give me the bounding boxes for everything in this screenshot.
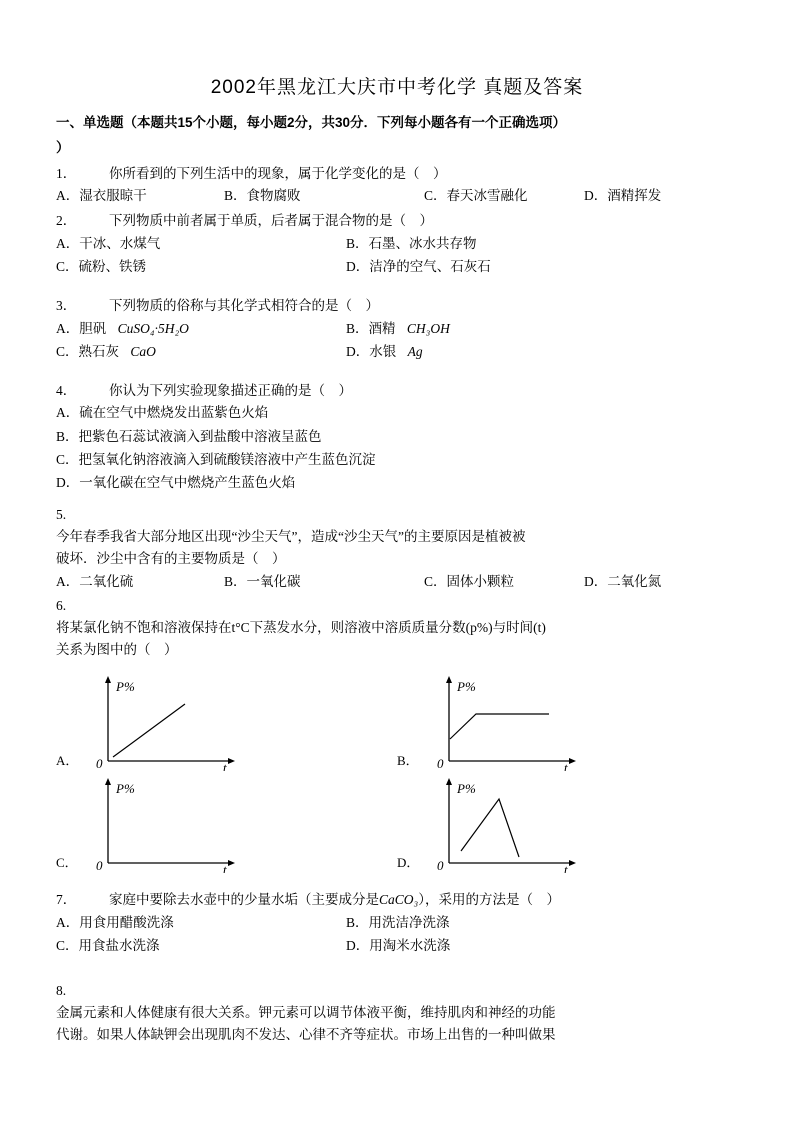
question-5-option-c: C．固体小颗粒 [424, 573, 515, 589]
question-6-number: 6. [56, 598, 67, 614]
question-4-stem [56, 380, 738, 402]
graph-c-origin: 0 [96, 858, 103, 873]
graph-option-a-label: A． [56, 753, 79, 768]
graph-a-xlabel: t [223, 760, 227, 771]
question-3-number: 3． [56, 297, 77, 313]
question-3-options-row-1 [56, 317, 738, 341]
graph-b-origin: 0 [437, 756, 444, 771]
question-3-option-d-formula: Ag [407, 344, 423, 360]
graph-d-ylabel: P% [457, 781, 476, 796]
question-1 [56, 163, 738, 208]
question-7-option-b: B．用洗洁净洗涤 [346, 914, 450, 930]
graph-option-d-label: D． [397, 855, 420, 870]
question-4-option-c: C．把氢氧化钠溶液滴入到硫酸镁溶液中产生蓝色沉淀 [56, 451, 376, 467]
question-5 [56, 504, 738, 593]
graph-row-top [56, 671, 738, 773]
question-3-option-d [346, 340, 636, 364]
question-8-text-line2: 代谢。如果人体缺钾会出现肌肉不发达、心律不齐等症状。市场上出售的一种叫做果 [56, 1026, 556, 1042]
question-6-text-line1: 将某氯化钠不饱和溶液保持在t°C下蒸发水分，则溶液中溶质质量分数(p%)与时间(t) [56, 620, 546, 636]
question-1-option-d: D．酒精挥发 [584, 188, 662, 204]
question-3-option-c-formula: CaO [130, 344, 156, 360]
question-3-option-d-label: D．水银 [346, 344, 397, 360]
question-7 [56, 889, 738, 958]
graph-b-ylabel: P% [457, 679, 476, 694]
question-7-text-prefix: 家庭中要除去水壶中的少量水垢（主要成分是 [109, 892, 379, 907]
question-7-option-a: A．用食用醋酸洗涤 [56, 914, 174, 930]
graph-d-svg [421, 773, 591, 873]
question-3-stem [56, 295, 738, 317]
question-3-option-a [56, 317, 346, 341]
question-2-stem [56, 210, 738, 232]
question-5-option-d: D．二氧化氮 [584, 573, 662, 589]
graph-option-b-label: B． [397, 753, 419, 768]
question-6-graphs [56, 671, 738, 875]
graph-a-svg [80, 671, 250, 771]
question-7-options-row-2 [56, 934, 738, 958]
question-3-option-b-formula: CH₃OH [406, 320, 450, 336]
question-6-text-line2: 关系为图中的（ ） [56, 642, 178, 658]
graph-d-origin: 0 [437, 858, 444, 873]
question-4-option-b: B．把紫色石蕊试液滴入到盐酸中溶液呈蓝色 [56, 428, 322, 444]
question-1-stem [56, 163, 738, 185]
section-heading-line2: ） [56, 139, 70, 155]
question-3-option-b-label: B．酒精 [346, 320, 396, 336]
question-3-option-c [56, 340, 346, 364]
question-7-text-suffix: ），采用的方法是（ ） [418, 892, 560, 907]
question-3-option-a-label: A．胆矾 [56, 320, 107, 336]
question-1-number: 1． [56, 165, 77, 181]
question-2-number: 2． [56, 213, 77, 229]
question-7-stem [56, 889, 738, 911]
question-7-number: 7． [56, 892, 77, 907]
question-5-text-line2: 破坏．沙尘中含有的主要物质是（ ） [56, 550, 286, 566]
question-7-option-c: C．用食盐水洗涤 [56, 938, 160, 954]
question-5-number: 5. [56, 507, 67, 523]
question-2-options-row-1 [56, 232, 738, 256]
question-4 [56, 380, 738, 494]
question-3-option-b [346, 317, 636, 341]
graph-a-origin: 0 [96, 756, 103, 771]
graph-option-a [56, 671, 397, 773]
question-5-text-line1: 今年春季我省大部分地区出现“沙尘天气”，造成“沙尘天气”的主要原因是植被被 [56, 529, 526, 545]
graph-c-ylabel: P% [116, 781, 135, 796]
question-5-option-b: B．一氧化碳 [224, 573, 301, 589]
question-1-text: 你所看到的下列生活中的现象，属于化学变化的是（ ） [109, 165, 447, 181]
question-2-options-row-2 [56, 255, 738, 279]
question-7-option-d: D．用淘米水洗涤 [346, 938, 451, 954]
question-3-option-c-label: C．熟石灰 [56, 344, 120, 360]
graph-d-xlabel: t [564, 862, 568, 873]
question-4-option-a: A．硫在空气中燃烧发出蓝紫色火焰 [56, 405, 269, 421]
graph-a-ylabel: P% [116, 679, 135, 694]
graph-b-xlabel: t [564, 760, 568, 771]
question-1-option-c: C．春天冰雪融化 [424, 188, 528, 204]
question-3-options-row-2 [56, 340, 738, 364]
question-2-option-d: D．洁净的空气、石灰石 [346, 259, 491, 275]
graph-c-svg [80, 773, 250, 873]
page-title: 2002年黑龙江大庆市中考化学 真题及答案 [210, 77, 584, 98]
question-3-text: 下列物质的俗称与其化学式相符合的是（ ） [109, 297, 379, 313]
question-2-text: 下列物质中前者属于单质，后者属于混合物的是（ ） [109, 213, 433, 229]
graph-option-c-label: C． [56, 855, 78, 870]
question-1-option-b: B．食物腐败 [224, 188, 301, 204]
question-4-option-d: D．一氧化碳在空气中燃烧产生蓝色火焰 [56, 475, 296, 490]
question-5-options [56, 570, 738, 594]
section-heading: 一、单选题（本题共15个小题，每小题2分，共30分．下列每小题各有一个正确选项） [56, 115, 567, 130]
graph-b-svg [421, 671, 591, 771]
question-4-number: 4． [56, 382, 77, 398]
graph-option-b [397, 671, 738, 773]
graph-option-c [56, 773, 397, 875]
question-3-option-a-formula: CuSO₄·5H₂O [117, 320, 189, 336]
question-2-option-b: B．石墨、冰水共存物 [346, 235, 477, 251]
question-1-option-a: A．湿衣服晾干 [56, 188, 147, 204]
question-2 [56, 210, 738, 279]
graph-row-bottom [56, 773, 738, 875]
question-8 [56, 980, 738, 1046]
question-2-option-c: C．硫粉、铁锈 [56, 259, 147, 275]
question-8-text-line1: 金属元素和人体健康有很大关系。钾元素可以调节体液平衡，维持肌肉和神经的功能 [56, 1004, 556, 1020]
question-5-option-a: A．二氧化硫 [56, 573, 134, 589]
question-2-option-a: A．干冰、水煤气 [56, 235, 161, 251]
question-7-options-row-1 [56, 911, 738, 935]
question-3 [56, 295, 738, 364]
graph-c-xlabel: t [223, 862, 227, 873]
question-4-text: 你认为下列实验现象描述正确的是（ ） [109, 382, 352, 398]
question-6 [56, 595, 738, 875]
graph-option-d [397, 773, 738, 875]
question-1-options [56, 184, 738, 208]
question-7-formula: CaCO₃ [379, 892, 419, 907]
question-8-number: 8. [56, 982, 67, 998]
